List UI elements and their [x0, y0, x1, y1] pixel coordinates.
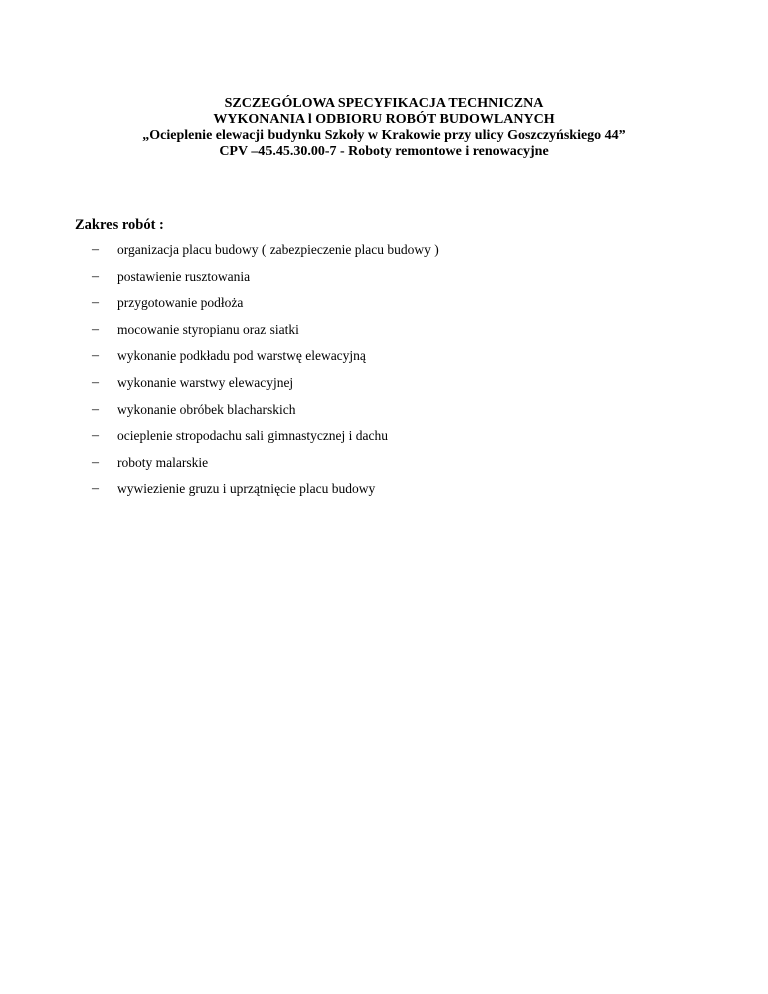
scope-item	[92, 427, 439, 454]
dash-bullet: –	[92, 374, 99, 390]
scope-item-text: mocowanie styropianu oraz siatki	[117, 321, 299, 337]
scope-item-text: postawienie rusztowania	[117, 268, 251, 284]
dash-bullet: –	[92, 348, 99, 364]
dash-bullet: –	[92, 295, 99, 311]
scope-item	[92, 480, 439, 507]
scope-item-text: wykonanie obróbek blacharskich	[117, 401, 296, 417]
scope-item	[92, 321, 439, 348]
scope-item	[92, 454, 439, 481]
title-line-specification: SZCZEGÓLOWA SPECYFIKACJA TECHNICZNA	[224, 96, 544, 111]
scope-item	[92, 241, 439, 268]
title-line-project: „Ocieplenie elewacji budynku Szkoły w Krakowie przy ulicy Goszczyńskiego 44”	[142, 128, 626, 143]
dash-bullet: –	[92, 242, 99, 257]
scope-item	[92, 347, 439, 374]
dash-bullet: –	[92, 428, 99, 444]
title-line-cpv: CPV –45.45.30.00-7 - Roboty remontowe i renowacyjne	[219, 144, 549, 159]
dash-bullet: –	[92, 454, 99, 470]
scope-item-text: wykonanie podkładu pod warstwę elewacyjną	[117, 348, 366, 364]
dash-bullet: –	[92, 268, 99, 284]
scope-list	[92, 241, 439, 507]
scope-item-text: przygotowanie podłoża	[117, 295, 244, 311]
scope-item	[92, 268, 439, 295]
dash-bullet: –	[92, 321, 99, 337]
dash-bullet: –	[92, 481, 99, 497]
scope-item	[92, 294, 439, 321]
scope-heading: Zakres robót :	[75, 217, 164, 233]
scope-item-text: roboty malarskie	[117, 454, 209, 470]
scope-item-text: wywiezienie gruzu i uprzątnięcie placu budowy	[117, 481, 376, 497]
scope-item	[92, 374, 439, 401]
scope-item	[92, 401, 439, 428]
scope-item-text: wykonanie warstwy elewacyjnej	[117, 374, 294, 390]
dash-bullet: –	[92, 401, 99, 417]
title-line-execution: WYKONANIA l ODBIORU ROBÓT BUDOWLANYCH	[213, 112, 555, 127]
scope-item-text: ocieplenie stropodachu sali gimnastycznej i dachu	[117, 428, 389, 444]
document-title	[0, 96, 768, 160]
scope-item-text: organizacja placu budowy ( zabezpieczenie placu budowy )	[117, 242, 439, 257]
